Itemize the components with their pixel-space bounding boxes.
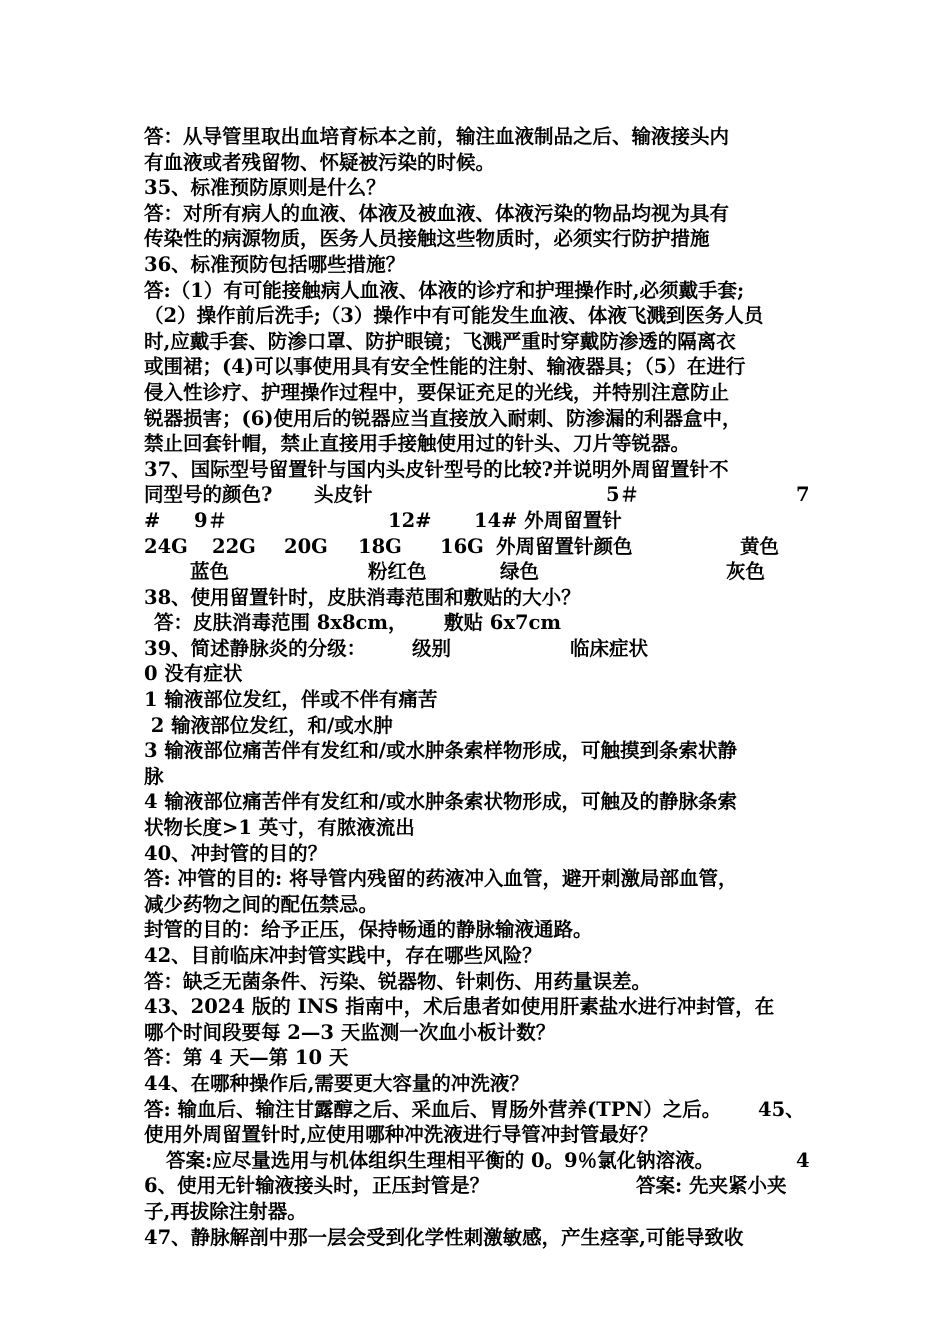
gauge-cn: 9＃ [194,508,228,532]
color-blue: 蓝色 [190,560,230,584]
color-yellow: 黄色 [740,534,780,558]
gauge-cn: # [144,508,161,532]
question-44: 44、在哪种操作后,需要更大容量的冲洗液？ [144,1071,529,1095]
grade-row: 状物长度>1 英寸，有脓液流出 [144,816,415,840]
question-46-number: 4 [796,1148,810,1172]
question-43: 43、2024 版的 INS 指南中，术后患者如使用肝素盐水进行冲封管，在 [144,995,775,1019]
text-line: 时,应戴手套、防渗口罩、防护眼镜；飞溅严重时穿戴防渗透的隔离衣 [144,329,736,353]
q37-line4 [144,534,810,560]
q37-line5 [144,559,810,585]
text-line: （2）操作前后洗手;（3）操作中有可能发生血液、体液飞溅到医务人员 [144,304,764,328]
answer-text: 答案:应尽量选用与机体组织生理相平衡的 0。9％氯化钠溶液。 [166,1148,715,1172]
text-line: 答：第 4 天—第 10 天 [144,1046,349,1070]
question-36: 36、标准预防包括哪些措施？ [144,252,406,276]
question-45: 使用外周留置针时,应使用哪种冲洗液进行导管冲封管最好？ [144,1123,658,1147]
text-line: 传染性的病源物质，医务人员接触这些物质时，必须实行防护措施 [144,227,710,251]
q45-answer [144,1148,810,1174]
grade-row: 3 输液部位痛苦伴有发红和/或水肿条索样物形成，可触摸到条索状静 [144,739,737,763]
question-40: 40、冲封管的目的？ [144,841,328,865]
q37-text: 同型号的颜色? [144,483,273,507]
answer-text: 答案: 先夹紧小夹 [636,1174,787,1198]
gauge-intl: 18G [358,534,402,558]
answer-text: 答：皮肤消毒范围 8x8cm， [154,611,408,635]
q37-line3 [144,508,810,534]
gauge-intl: 20G [284,534,328,558]
text-line: 侵入性诊疗、护理操作过程中，要保证充足的光线，并特别注意防止 [144,380,730,404]
question-39 [144,636,810,662]
gauge-intl: 24G [144,534,188,558]
text-line: 答:（1）有可能接触病人血液、体液的诊疗和护理操作时,必须戴手套; [144,278,745,302]
question-text: 6、使用无针输液接头时，正压封管是？ [144,1174,490,1198]
q44-answer [144,1097,810,1123]
question-47: 47、静脉解剖中那一层会受到化学性刺激敏感，产生痉挛,可能导致收 [144,1225,744,1249]
text-line: 减少药物之间的配伍禁忌。 [144,892,379,916]
q38-answer [144,610,810,636]
text-line: 子,再拔除注射器。 [144,1199,307,1223]
grade-row: 1 输液部位发红，伴或不伴有痛苦 [144,688,438,712]
answer-text: 敷贴 6x7cm [444,611,562,635]
question-text: 39、简述静脉炎的分级： [144,636,367,660]
gauge-cn: 5＃ [606,483,640,507]
text-line: 锐器损害；(6)使用后的锐器应当直接放入耐刺、防渗漏的利器盒中， [144,406,742,430]
q37-header: 头皮针 [314,483,373,507]
text-line: 有血液或者残留物、怀疑被污染的时候。 [144,150,496,174]
col-symptom: 临床症状 [570,636,649,660]
gauge-intl: 16G [440,534,484,558]
question-46 [144,1173,810,1199]
grade-row: 脉 [144,764,164,788]
grade-row: 2 输液部位发红，和/或水肿 [144,713,393,737]
gauge-cn: 7 [796,483,810,507]
text-line: 答: 冲管的目的: 将导管内残留的药液冲入血管，避开刺激局部血管， [144,867,738,891]
question-37: 37、国际型号留置针与国内头皮针型号的比较?并说明外周留置针不 [144,457,729,481]
document-page [144,124,810,1250]
color-pink: 粉红色 [368,560,427,584]
text-line: 禁止回套针帽，禁止直接用手接触使用过的针头、刀片等锐器。 [144,432,691,456]
answer-text: 答: 输血后、输注甘露醇之后、采血后、胃肠外营养(TPN）之后。 [144,1097,722,1121]
color-header: 外周留置针颜色 [496,534,633,558]
question-38: 38、使用留置针时，皮肤消毒范围和敷贴的大小？ [144,585,581,609]
col-level: 级别 [412,636,452,660]
question-42: 42、目前临床冲封管实践中，存在哪些风险？ [144,944,542,967]
text-line: 哪个时间段要每 2—3 天监测一次血小板计数？ [144,1020,556,1044]
text-line: 或围裙；(4)可以事使用具有安全性能的注射、输液器具；（5）在进行 [144,355,746,379]
grade-row: 0 没有症状 [144,662,243,686]
text-line: 答：从导管里取出血培育标本之前，输注血液制品之后、输液接头内 [144,125,730,148]
gauge-cn: 14# 外周留置针 [474,508,622,532]
grade-row: 4 输液部位痛苦伴有发红和/或水肿条索状物形成，可触及的静脉条索 [144,790,737,814]
q37-line2 [144,482,810,508]
question-45-number: 45、 [758,1097,805,1121]
text-line: 答：缺乏无菌条件、污染、锐器物、针刺伤、用药量误差。 [144,969,652,993]
text-line: 答：对所有病人的血液、体液及被血液、体液污染的物品均视为具有 [144,201,730,225]
color-green: 绿色 [500,560,540,584]
gauge-cn: 12# [388,508,432,532]
color-gray: 灰色 [726,560,766,584]
gauge-intl: 22G [212,534,256,558]
question-35: 35、标准预防原则是什么？ [144,176,386,200]
text-line: 封管的目的：给予正压，保持畅通的静脉输液通路。 [144,918,593,942]
